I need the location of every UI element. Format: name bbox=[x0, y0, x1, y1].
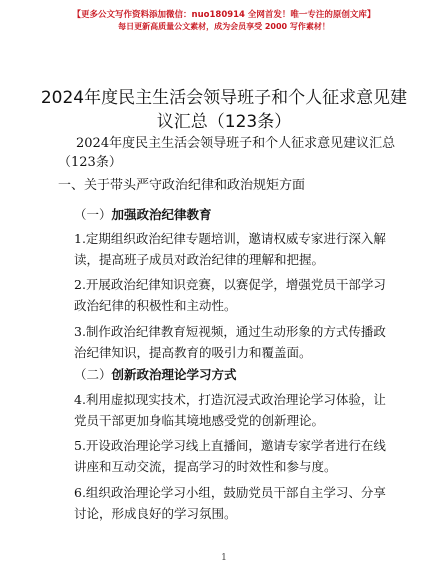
subsection-heading-prefix: （一） bbox=[74, 207, 112, 222]
section-heading: 一、关于带头严守政治纪律和政治规矩方面 bbox=[58, 178, 306, 193]
page-number: 1 bbox=[221, 553, 227, 563]
promo-banner-line2: 每日更新高质量公文素材，成为会员享受 2000 写作素材！ bbox=[118, 22, 330, 31]
document-title: 2024年度民主生活会领导班子和个人征求意见建议汇总（123条） bbox=[40, 88, 408, 132]
list-item: 3.制作政治纪律教育短视频，通过生动形象的方式传播政治纪律知识，提高教育的吸引力和覆盖面。 bbox=[74, 324, 386, 360]
subsection-heading-text: 加强政治纪律教育 bbox=[111, 207, 212, 222]
subsection-heading-text: 创新政治理论学习方式 bbox=[111, 367, 237, 382]
document-subtitle: 2024年度民主生活会领导班子和个人征求意见建议汇总（123条） bbox=[58, 136, 396, 170]
list-item: 4.利用虚拟现实技术，打造沉浸式政治理论学习体验，让党员干部更加身临其境地感受党的创新理论。 bbox=[74, 392, 386, 428]
list-item: 1.定期组织政治纪律专题培训，邀请权威专家进行深入解读，提高班子成员对政治纪律的理解和把握。 bbox=[74, 231, 386, 267]
list-item: 5.开设政治理论学习线上直播间，邀请专家学者进行在线讲座和互动交流，提高学习的时效性和参与度。 bbox=[74, 438, 386, 474]
subsection-heading-prefix: （二） bbox=[74, 367, 112, 382]
list-item: 6.组织政治理论学习小组，鼓励党员干部自主学习、分享讨论，形成良好的学习氛围。 bbox=[74, 485, 386, 521]
subsection-heading-2 bbox=[74, 366, 404, 384]
promo-banner-line1: 【更多公文写作资料添加微信：nuo180914 全网首发！唯一专注的原创文库】 bbox=[72, 10, 376, 20]
subsection-heading-1 bbox=[74, 206, 404, 224]
list-item: 2.开展政治纪律知识竞赛，以赛促学，增强党员干部学习政治纪律的积极性和主动性。 bbox=[74, 277, 386, 313]
